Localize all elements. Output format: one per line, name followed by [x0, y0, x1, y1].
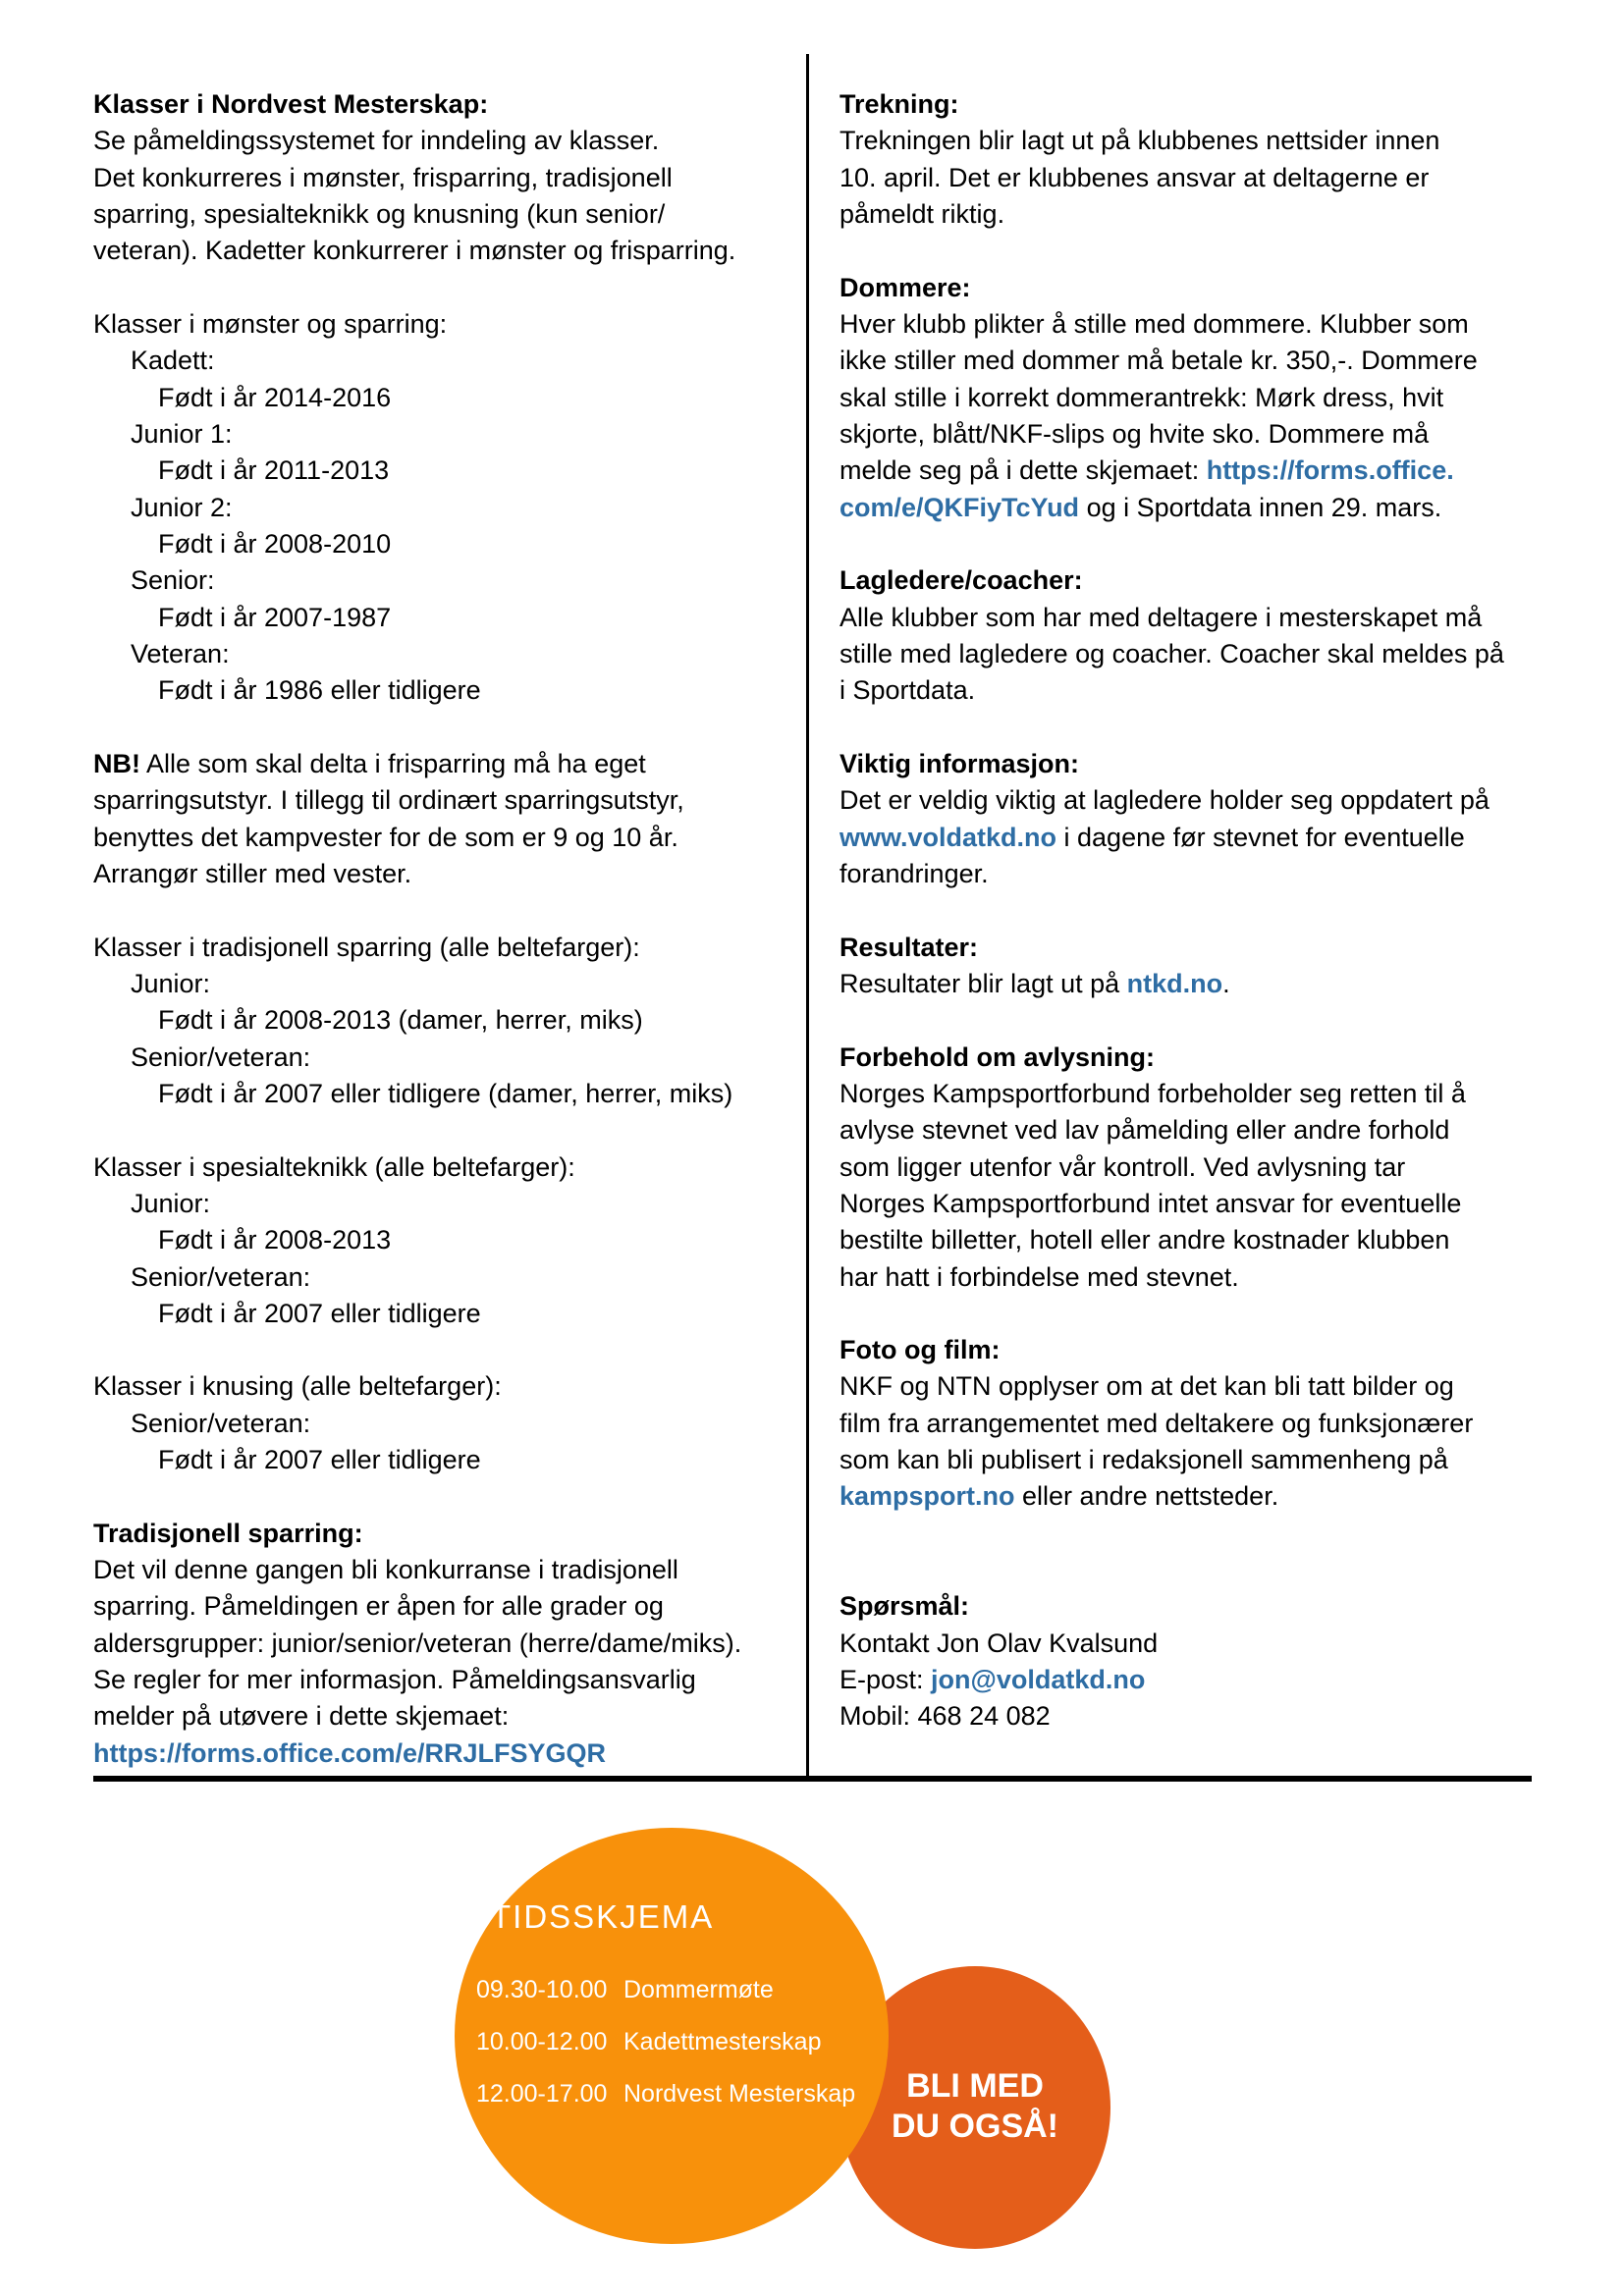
- text-line: [93, 930, 792, 966]
- body-text: .: [1222, 968, 1230, 998]
- body-text: Født i år 2007 eller tidligere: [158, 1298, 481, 1328]
- text-line: [93, 562, 792, 599]
- text-line: [93, 306, 792, 343]
- body-text: Født i år 2007 eller tidligere (damer, herrer, miks): [158, 1078, 733, 1108]
- body-text: Senior:: [131, 565, 215, 596]
- text-line: [839, 930, 1537, 966]
- body-text: sparring. Påmeldingen er åpen for alle grader og: [93, 1591, 664, 1622]
- text-line: [93, 856, 792, 892]
- body-text: Født i år 2011-2013: [158, 455, 390, 486]
- bold-text: Tradisjonell sparring:: [93, 1518, 363, 1548]
- text-line: [93, 86, 792, 123]
- text-line: [93, 416, 792, 453]
- text-line: [839, 1516, 1537, 1552]
- body-text: Trekningen blir lagt ut på klubbenes nettsider innen: [839, 126, 1440, 156]
- text-line: [839, 1662, 1537, 1698]
- text-line: [839, 562, 1537, 599]
- text-line: [839, 1040, 1537, 1076]
- text-line: [839, 123, 1537, 159]
- body-text: Født i år 2008-2013 (damer, herrer, miks): [158, 1005, 643, 1036]
- bold-text: Forbehold om avlysning:: [839, 1041, 1156, 1072]
- text-line: [839, 453, 1537, 489]
- text-line: [839, 710, 1537, 746]
- body-text: Senior/veteran:: [131, 1041, 311, 1072]
- body-text: eller andre nettsteder.: [1014, 1481, 1279, 1512]
- hyperlink[interactable]: https://forms.office.: [1206, 455, 1454, 486]
- text-line: [839, 1112, 1537, 1148]
- body-text: Kadett:: [131, 346, 215, 376]
- body-text: NKF og NTN opplyser om at det kan bli tatt bilder og: [839, 1371, 1454, 1402]
- body-text: E-post:: [839, 1665, 932, 1695]
- body-text: stille med lagledere og coacher. Coacher skal meldes på: [839, 638, 1504, 668]
- text-line: [839, 490, 1537, 526]
- text-line: [93, 196, 792, 233]
- text-line: [93, 820, 792, 856]
- text-line: [93, 1406, 792, 1442]
- text-line: [93, 343, 792, 379]
- text-line: [839, 270, 1537, 306]
- hyperlink[interactable]: jon@voldatkd.no: [931, 1665, 1146, 1695]
- text-line: [839, 1149, 1537, 1186]
- body-text: Alle klubber som har med deltagere i mesterskapet må: [839, 602, 1483, 632]
- body-text: Hver klubb plikter å stille med dommere. Klubber som: [839, 308, 1469, 339]
- schedule-label: Nordvest Mesterskap: [623, 2079, 856, 2108]
- body-text: i Sportdata.: [839, 675, 976, 706]
- text-line: [839, 966, 1537, 1002]
- body-text: Født i år 2007 eller tidligere: [158, 1445, 481, 1475]
- body-text: veteran). Kadetter konkurrerer i mønster og frisparring.: [93, 236, 736, 266]
- text-line: [93, 526, 792, 562]
- body-text: påmeldt riktig.: [839, 198, 1005, 229]
- body-text: Det vil denne gangen bli konkurranse i tradisjonell: [93, 1555, 678, 1585]
- text-line: [93, 1368, 792, 1405]
- left-column: [93, 86, 792, 1772]
- text-line: [839, 1186, 1537, 1222]
- hyperlink[interactable]: www.voldatkd.no: [839, 822, 1057, 852]
- schedule-time: 12.00-17.00: [476, 2079, 608, 2108]
- body-text: og i Sportdata innen 29. mars.: [1079, 492, 1442, 522]
- text-line: [93, 1698, 792, 1735]
- text-line: [839, 1698, 1537, 1735]
- horizontal-rule: [93, 1776, 1532, 1782]
- body-text: 10. april. Det er klubbenes ansvar at deltagerne er: [839, 162, 1430, 192]
- text-line: [93, 782, 792, 819]
- bold-text: Trekning:: [839, 89, 959, 119]
- body-text: avlyse stevnet ved lav påmelding eller andre forhold: [839, 1115, 1450, 1146]
- text-line: [839, 820, 1537, 856]
- cta-line: DU OGSÅ!: [892, 2108, 1058, 2145]
- body-text: bestilte billetter, hotell eller andre kostnader klubben: [839, 1225, 1450, 1255]
- column-divider: [806, 54, 809, 1779]
- text-line: [93, 1002, 792, 1039]
- body-text: Junior:: [131, 1188, 211, 1218]
- body-text: Senior/veteran:: [131, 1408, 311, 1438]
- body-text: benyttes det kampvester for de som er 9 og 10 år.: [93, 822, 678, 852]
- text-line: [93, 380, 792, 416]
- text-line: [839, 306, 1537, 343]
- text-line: [93, 1332, 792, 1368]
- body-text: Det konkurreres i mønster, frisparring, tradisjonell: [93, 162, 673, 192]
- text-line: [93, 233, 792, 269]
- text-line: [839, 1259, 1537, 1296]
- schedule-row: [476, 1964, 855, 2016]
- text-line: [93, 160, 792, 196]
- bold-text: Klasser i Nordvest Mesterskap:: [93, 89, 489, 119]
- bold-text: Lagledere/coacher:: [839, 565, 1083, 596]
- text-line: [839, 1442, 1537, 1478]
- body-text: Norges Kampsportforbund intet ansvar for eventuelle: [839, 1188, 1462, 1218]
- body-text: Det er veldig viktig at lagledere holder seg oppdatert på: [839, 785, 1489, 816]
- body-text: Født i år 1986 eller tidligere: [158, 675, 481, 706]
- text-line: [93, 746, 792, 782]
- text-line: [93, 892, 792, 929]
- text-line: [93, 1259, 792, 1296]
- text-line: [93, 1662, 792, 1698]
- text-line: [839, 343, 1537, 379]
- cta-line: BLI MED: [906, 2067, 1044, 2105]
- text-line: [93, 636, 792, 672]
- body-text: Senior/veteran:: [131, 1261, 311, 1292]
- body-text: Resultater blir lagt ut på: [839, 968, 1127, 998]
- body-text: Veteran:: [131, 638, 230, 668]
- text-line: [93, 1442, 792, 1478]
- body-text: film fra arrangementet med deltakere og funksjonærer: [839, 1408, 1474, 1438]
- body-text: forandringer.: [839, 858, 989, 888]
- text-line: [839, 782, 1537, 819]
- body-text: Se påmeldingssystemet for inndeling av klasser.: [93, 126, 660, 156]
- text-line: [93, 1516, 792, 1552]
- text-line: [93, 1735, 792, 1772]
- text-line: [839, 1222, 1537, 1258]
- body-text: som ligger utenfor vår kontroll. Ved avlysning tar: [839, 1151, 1406, 1182]
- text-line: [839, 636, 1537, 672]
- schedule-time: 10.00-12.00: [476, 2027, 608, 2056]
- text-line: [839, 1002, 1537, 1039]
- text-line: [839, 1588, 1537, 1625]
- text-line: [839, 1552, 1537, 1588]
- hyperlink[interactable]: ntkd.no: [1126, 968, 1223, 998]
- text-line: [93, 1040, 792, 1076]
- body-text: Født i år 2014-2016: [158, 382, 392, 412]
- text-line: [839, 526, 1537, 562]
- body-text: Junior:: [131, 968, 211, 998]
- right-column: [839, 86, 1537, 1735]
- text-line: [93, 1588, 792, 1625]
- bold-text: Spørsmål:: [839, 1591, 970, 1622]
- bold-text: NB!: [93, 748, 140, 778]
- text-line: [93, 1478, 792, 1515]
- body-text: Klasser i spesialteknikk (alle beltefarger):: [93, 1151, 575, 1182]
- schedule-title: TIDSSKJEMA: [491, 1898, 715, 1935]
- schedule-time: 09.30-10.00: [476, 1976, 608, 2003]
- text-line: [839, 672, 1537, 709]
- body-text: Alle som skal delta i frisparring må ha eget: [140, 748, 646, 778]
- text-line: [93, 1552, 792, 1588]
- text-line: [93, 1626, 792, 1662]
- body-text: Se regler for mer informasjon. Påmeldingsansvarlig: [93, 1665, 696, 1695]
- body-text: Junior 1:: [131, 418, 233, 449]
- text-line: [839, 380, 1537, 416]
- body-text: sparringsutstyr. I tillegg til ordinært sparringsutstyr,: [93, 785, 684, 816]
- schedule-rows: [476, 1964, 855, 2119]
- body-text: Kontakt Jon Olav Kvalsund: [839, 1628, 1159, 1658]
- body-text: skjorte, blått/NKF-slips og hvite sko. Dommere må: [839, 418, 1430, 449]
- bold-text: Foto og film:: [839, 1335, 1001, 1365]
- text-line: [93, 672, 792, 709]
- body-text: ikke stiller med dommer må betale kr. 350,-. Dommere: [839, 346, 1478, 376]
- body-text: Født i år 2008-2013: [158, 1225, 392, 1255]
- hyperlink[interactable]: com/e/QKFiyTcYud: [839, 492, 1080, 522]
- text-line: [93, 1186, 792, 1222]
- text-line: [839, 1076, 1537, 1112]
- text-line: [839, 196, 1537, 233]
- text-line: [839, 892, 1537, 929]
- body-text: Junior 2:: [131, 492, 233, 522]
- text-line: [839, 1626, 1537, 1662]
- cta-text: [839, 2066, 1110, 2147]
- bold-text: Dommere:: [839, 272, 971, 302]
- text-line: [839, 1296, 1537, 1332]
- text-line: [93, 1222, 792, 1258]
- schedule-row: [476, 2016, 855, 2068]
- schedule-row: [476, 2068, 855, 2120]
- body-text: skal stille i korrekt dommerantrekk: Mørk dress, hvit: [839, 382, 1444, 412]
- text-line: [93, 1076, 792, 1112]
- body-text: i dagene før stevnet for eventuelle: [1056, 822, 1465, 852]
- schedule-label: Kadettmesterskap: [623, 2027, 822, 2056]
- text-line: [93, 710, 792, 746]
- body-text: melder på utøvere i dette skjemaet:: [93, 1701, 510, 1732]
- text-line: [93, 600, 792, 636]
- body-text: Født i år 2007-1987: [158, 602, 392, 632]
- hyperlink[interactable]: kampsport.no: [839, 1481, 1015, 1512]
- body-text: Klasser i mønster og sparring:: [93, 308, 448, 339]
- text-line: [839, 600, 1537, 636]
- body-text: Arrangør stiller med vester.: [93, 858, 412, 888]
- text-line: [93, 123, 792, 159]
- hyperlink[interactable]: https://forms.office.com/e/RRJLFSYGQR: [93, 1737, 607, 1768]
- bold-text: Resultater:: [839, 932, 979, 962]
- text-line: [839, 233, 1537, 269]
- text-line: [839, 1406, 1537, 1442]
- bold-text: Viktig informasjon:: [839, 748, 1080, 778]
- body-text: Klasser i tradisjonell sparring (alle beltefarger):: [93, 932, 640, 962]
- text-line: [839, 746, 1537, 782]
- body-text: har hatt i forbindelse med stevnet.: [839, 1261, 1239, 1292]
- text-line: [839, 1368, 1537, 1405]
- text-line: [93, 966, 792, 1002]
- text-line: [93, 1149, 792, 1186]
- body-text: sparring, spesialteknikk og knusning (kun senior/: [93, 198, 666, 229]
- text-line: [93, 270, 792, 306]
- body-text: Mobil: 468 24 082: [839, 1701, 1051, 1732]
- text-line: [93, 453, 792, 489]
- text-line: [839, 1478, 1537, 1515]
- body-text: Klasser i knusing (alle beltefarger):: [93, 1371, 502, 1402]
- body-text: aldersgrupper: junior/senior/veteran (herre/dame/miks).: [93, 1628, 742, 1658]
- body-text: Norges Kampsportforbund forbeholder seg retten til å: [839, 1078, 1466, 1108]
- text-line: [839, 416, 1537, 453]
- text-line: [93, 490, 792, 526]
- text-line: [839, 86, 1537, 123]
- text-line: [839, 856, 1537, 892]
- text-line: [839, 1332, 1537, 1368]
- body-text: melde seg på i dette skjemaet:: [839, 455, 1207, 486]
- body-text: Født i år 2008-2010: [158, 528, 392, 559]
- schedule-label: Dommermøte: [623, 1976, 774, 2003]
- text-line: [93, 1296, 792, 1332]
- text-line: [93, 1112, 792, 1148]
- body-text: som kan bli publisert i redaksjonell sammenheng på: [839, 1445, 1448, 1475]
- text-line: [839, 160, 1537, 196]
